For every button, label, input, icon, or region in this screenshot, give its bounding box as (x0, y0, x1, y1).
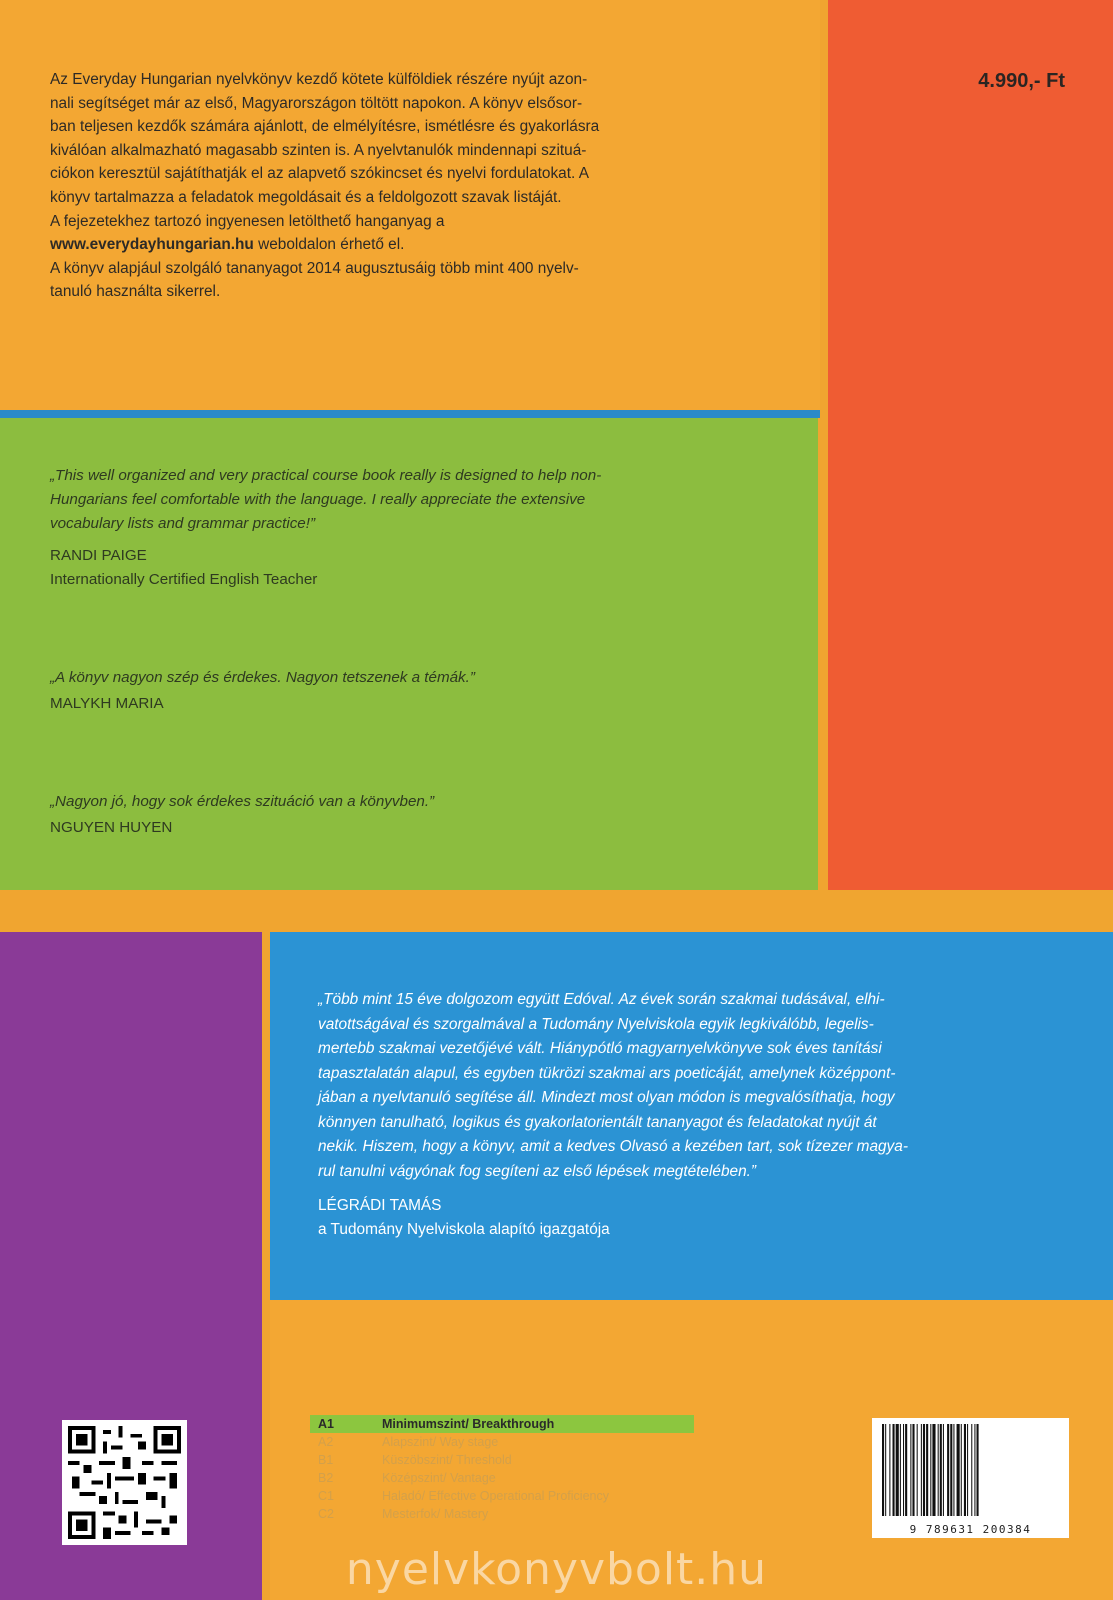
quote-line: mertebb szakmai vezetőjévé vált. Hiánypótló magyarnyelvkönyve sok éves tanítási (318, 1040, 882, 1057)
level-code: A2 (318, 1435, 334, 1449)
level-code: C2 (318, 1507, 334, 1521)
quote-line: vatottságával és szorgalmával a Tudomány Nyelviskola egyik legkiválóbb, legelis- (318, 1015, 874, 1033)
level-name: Alapszint/ Way stage (382, 1435, 499, 1449)
level-name: Haladó/ Effective Operational Proficiency (382, 1489, 609, 1503)
level-row (310, 1433, 694, 1451)
quote-line: könnyen tanulható, logikus és gyakorlatorientált tananyagot és feladatokat nyújt át (318, 1113, 877, 1131)
quote-line: rul tanulni vágyónak fog segíteni az első lépések megtételében.” (318, 1162, 757, 1180)
intro-line: Az Everyday Hungarian nyelvkönyv kezdő kötete külföldiek részére nyújt azon- (50, 71, 588, 88)
testimonial-author-2: MALYKH MARIA (50, 695, 164, 712)
testimonial-quote-2: „A könyv nagyon szép és érdekes. Nagyon tetszenek a témák.” (50, 669, 475, 686)
quote-line: „This well organized and very practical course book really is designed to help non- (50, 467, 602, 484)
level-name: Mesterfok/ Mastery (382, 1507, 489, 1521)
watermark: nyelvkonyvbolt.hu (345, 1544, 768, 1595)
level-row (310, 1415, 694, 1433)
price-panel (828, 0, 1113, 890)
website-link[interactable]: www.everydayhungarian.hu (50, 236, 254, 254)
testimonial-author-3: NGUYEN HUYEN (50, 819, 173, 836)
intro-text (50, 68, 770, 304)
level-code: B1 (318, 1453, 334, 1467)
level-code: B2 (318, 1471, 334, 1485)
intro-line: ban teljesen kezdők számára ajánlott, de elmélyítésre, ismétlésre és gyakorlásra (50, 118, 600, 136)
price-label: 4.990,- Ft (978, 70, 1065, 92)
barcode-icon (872, 1418, 1069, 1538)
divider-stripe (0, 410, 820, 418)
level-row (310, 1487, 694, 1505)
quote-line: nekik. Hiszem, hogy a könyv, amit a kedves Olvasó a kezében tart, sok tízezer magya- (318, 1138, 908, 1155)
intro-line: A fejezetekhez tartozó ingyenesen letölthető hanganyag a (50, 212, 445, 230)
cefr-levels-table (310, 1415, 694, 1523)
testimonial-author-1: RANDI PAIGE (50, 547, 147, 564)
intro-line: nali segítséget már az első, Magyarországon töltött napokon. A könyv elsősor- (50, 94, 583, 112)
intro-line: tanuló használta sikerrel. (50, 283, 221, 301)
testimonial-role-1: Internationally Certified English Teacher (50, 571, 318, 588)
intro-line: kiválóan alkalmazható magasabb szinten is. A nyelvtanulók mindennapi szituá- (50, 141, 587, 159)
level-name: Küszöbszint/ Threshold (382, 1453, 512, 1467)
level-row (310, 1469, 694, 1487)
website-suffix: weboldalon érhető el. (253, 236, 405, 254)
quote-line: jában a nyelvtanuló segítése áll. Mindezt most olyan módon is megvalósíthatja, hogy (318, 1089, 895, 1106)
intro-line: A könyv alapjául szolgáló tananyagot 2014 augusztusáig több mint 400 nyelv- (50, 259, 579, 277)
barcode-number: 9 789631 200384 (909, 1523, 1032, 1536)
level-row (310, 1505, 694, 1523)
level-row (310, 1451, 694, 1469)
quote-line: vocabulary lists and grammar practice!” (50, 515, 316, 532)
level-code: C1 (318, 1489, 334, 1503)
level-code: A1 (318, 1417, 334, 1431)
quote-line: Hungarians feel comfortable with the language. I really appreciate the extensive (50, 491, 586, 508)
endorsement-quote (318, 988, 1058, 1184)
intro-line (50, 233, 770, 257)
level-name: Középszint/ Vantage (382, 1471, 496, 1485)
endorsement-author: LÉGRÁDI TAMÁS (318, 1197, 442, 1214)
qr-code-icon[interactable] (62, 1420, 187, 1545)
intro-line: könyv tartalmazza a feladatok megoldásait és a feldolgozott szavak listáját. (50, 188, 562, 206)
testimonial-quote-1 (50, 464, 770, 536)
endorsement-role: a Tudomány Nyelviskola alapító igazgatója (318, 1221, 610, 1238)
quote-line: „Több mint 15 éve dolgozom együtt Edóval. Az évek során szakmai tudásával, elhi- (318, 991, 885, 1008)
level-name: Minimumszint/ Breakthrough (382, 1417, 555, 1431)
intro-line: ciókon keresztül sajátíthatják el az alapvető szókincset és nyelvi fordulatokat. A (50, 165, 589, 183)
testimonial-quote-3: „Nagyon jó, hogy sok érdekes szituáció van a könyvben.” (50, 793, 435, 810)
quote-line: tapasztalatán alapul, és egyben tükrözi szakmai ars poeticáját, amelynek középpont- (318, 1064, 896, 1082)
